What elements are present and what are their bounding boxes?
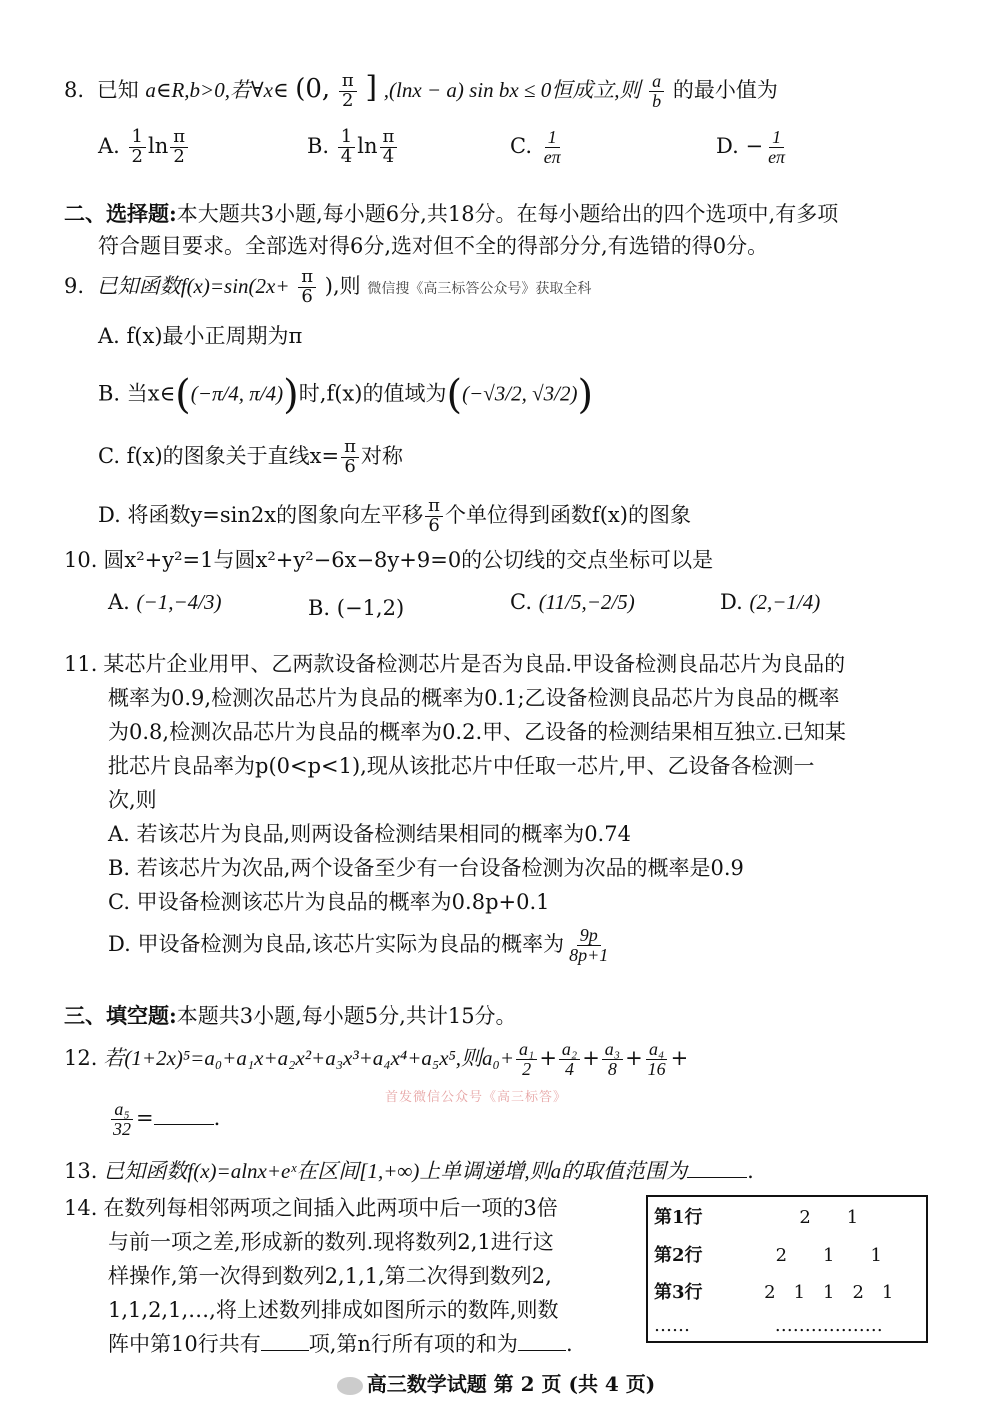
q10-option-a: A. (−1,−4/3) (108, 590, 222, 614)
q14-line-2: 与前一项之差,形成新的数列.现将数列2,1进行这 (108, 1230, 554, 1254)
row-label: 第2行 (654, 1244, 703, 1266)
q11-option-b: B. 若该芯片为次品,两个设备至少有一台设备检测为次品的概率是0.9 (108, 856, 744, 880)
wechat-icon (337, 1377, 363, 1395)
q10-option-d: D. (2,−1/4) (720, 590, 821, 614)
q12-answer-blank[interactable] (154, 1106, 214, 1125)
q11-line-1: 11. 某芯片企业用甲、乙两款设备检测芯片是否为良品.甲设备检测良品芯片为良品的 (64, 652, 846, 676)
q13-stem: 13. 已知函数f(x)=alnx+eˣ在区间[1,+∞)上单调递增,则a的取值范围为 . (64, 1159, 754, 1183)
q8-number: 8. (64, 78, 85, 102)
row-values: 2 1 1 (775, 1244, 882, 1266)
q8-option-d: D. − $\frac{1}{e\pi}$ (716, 127, 786, 167)
q8-option-a: A. $\frac{1}{2}$ ln $\frac{\pi}{2}$ (98, 128, 190, 167)
table-row (647, 1310, 927, 1342)
section-3: 三、填空题:本题共3小题,每小题5分,共计15分。 (64, 1003, 517, 1028)
q10-stem-text: 圆x²+y²=1与圆x²+y²−6x−8y+9=0的公切线的交点坐标可以是 (103, 548, 714, 572)
q8-text-a: 已知 (96, 78, 139, 102)
q12-stem-text: 若(1+2x)⁵=a₀+a₁x+a₂x²+a₃x³+a₄x⁴+a₅x⁵,则a₀+ (103, 1045, 515, 1070)
q11-line-4: 批芯片良品率为p(0<p<1),现从该批芯片中任取一芯片,甲、乙设备各检测一 (108, 754, 815, 778)
q13-answer-blank[interactable] (687, 1159, 747, 1178)
q8-stem (64, 70, 778, 111)
q9-option-d: D. 将函数y=sin2x的图象向左平移 $\frac{\pi}{6}$ 个单位得到函数f(x)的图象 (98, 495, 691, 536)
section-2-title: 二、选择题: (64, 201, 177, 226)
q8-option-c: C. $\frac{1}{e\pi}$ (510, 127, 561, 167)
q10-a-value: (−1,−4/3) (136, 590, 222, 614)
section-2-line1 (64, 198, 838, 228)
q8-a-over-b: $\frac{a}{b}$ (649, 72, 664, 111)
q11-line-2: 概率为0.9,检测次品芯片为良品的概率为0.1;乙设备检测良品芯片为良品的概率 (108, 686, 840, 710)
row-label: 第3行 (654, 1282, 703, 1304)
q9-option-a: A. f(x)最小正周期为π (98, 324, 303, 348)
q8-option-b: B. $\frac{1}{4}$ ln $\frac{\pi}{4}$ (307, 128, 399, 167)
table-row (647, 1273, 927, 1311)
q11-line-5: 次,则 (108, 788, 157, 812)
q10-stem: 10. 圆x²+y²=1与圆x²+y²−6x−8y+9=0的公切线的交点坐标可以是 (64, 548, 714, 572)
table-row (647, 1235, 927, 1273)
q13-text: 已知函数f(x)=alnx+eˣ在区间[1,+∞)上单调递增,则a的取值范围为 (103, 1159, 688, 1183)
q9-stem: 9. 已知函数f(x)=sin(2x+ $\frac{\pi}{6}$ ),则 微信搜《高三标答公众号》获取全科 (64, 266, 592, 307)
q11-option-a: A. 若该芯片为良品,则两设备检测结果相同的概率为0.74 (108, 822, 631, 846)
q8-condition: a∈R,b>0,若∀x∈ (145, 78, 289, 102)
row-label: 第1行 (654, 1207, 703, 1228)
q11-option-c: C. 甲设备检测该芯片为良品的概率为0.8p+0.1 (108, 890, 550, 914)
q14-line-4: 1,1,2,1,…,将上述数列排成如图所示的数阵,则数 (108, 1298, 559, 1322)
q14-line-5: 阵中第10行共有 项,第n行所有项的和为 . (108, 1332, 573, 1356)
section-3-title: 三、填空题: (64, 1003, 177, 1028)
q10-c-value: (11/5,−2/5) (538, 590, 635, 614)
q12-stem: 12. 若(1+2x)⁵=a₀+a₁x+a₂x²+a₃x³+a₄x⁴+a₅x⁵,则a₀+ $\frac{\text{a₁}}{2}$ + $\frac{\text{a₂}}{4}$ + $\frac{\text{a₃}}{8}$ + $\frac{\text{a₄}}{16}$ + (64, 1039, 689, 1079)
q14-answer-blank-2[interactable] (518, 1332, 566, 1351)
page-footer (0, 1368, 992, 1397)
q10-option-c: C. (11/5,−2/5) (510, 590, 635, 614)
q11-line-3: 为0.8,检测次品芯片为良品的概率为0.2.甲、乙设备的检测结果相互独立.已知某 (108, 720, 846, 744)
table-row (647, 1196, 927, 1235)
q8-interval-right: ] (365, 70, 378, 105)
q9-stem-end: ),则 (324, 273, 361, 298)
row-values: 2 1 1 2 1 (764, 1282, 894, 1304)
row-values: ……………… (774, 1315, 883, 1337)
q9-b-interval: (−π/4, π/4) (190, 381, 284, 406)
q9-watermark: 微信搜《高三标答公众号》获取全科 (367, 280, 592, 297)
q12-watermark: 首发微信公众号《高三标答》 (385, 1090, 568, 1105)
q8-pi-over-2: $\frac{\pi}{2}$ (339, 72, 357, 111)
q9-stem-text: 已知函数f(x)=sin(2x+ (96, 273, 290, 298)
q11-option-d: D. 甲设备检测为良品,该芯片实际为良品的概率为 $\frac{9p}{8p+1}$ (108, 925, 609, 965)
q10-d-value: (2,−1/4) (749, 590, 821, 614)
row-values: 2 1 (799, 1207, 859, 1228)
q10-option-b: B. (−1,2) (308, 596, 405, 620)
section-2-text1: 本大题共3小题,每小题6分,共18分。在每小题给出的四个选项中,有多项 (176, 202, 839, 226)
q14-answer-blank-1[interactable] (261, 1332, 309, 1351)
q14-number-array-table (646, 1195, 928, 1343)
q8-expression: ,(lnx − a) sin bx ≤ 0恒成立,则 (383, 78, 641, 102)
q8-interval-left: (0, (295, 74, 331, 104)
q9-b-range: (−√3/2, √3/2) (462, 381, 578, 406)
q14-line-1: 14. 在数列每相邻两项之间插入此两项中后一项的3倍 (64, 1196, 558, 1220)
row-label: …… (654, 1315, 690, 1337)
q14-line-3: 样操作,第一次得到数列2,1,1,第二次得到数列2, (108, 1264, 552, 1288)
q9-option-c: C. f(x)的图象关于直线x= $\frac{\pi}{6}$ 对称 (98, 436, 403, 477)
q8-tail: 的最小值为 (672, 78, 778, 102)
q9-option-b: B. 当x∈((−π/4, π/4))时,f(x)的值域为((−√3/2, √3/2)) (98, 372, 594, 418)
q12-last-term: $\frac{\text{a₅}}{32}$ = . (113, 1099, 221, 1139)
section-2-line2: 符合题目要求。全部选对得6分,选对但不全的得部分分,有选错的得0分。 (98, 234, 769, 258)
footer-text: 高三数学试题 第 2 页 (共 4 页) (366, 1372, 656, 1396)
